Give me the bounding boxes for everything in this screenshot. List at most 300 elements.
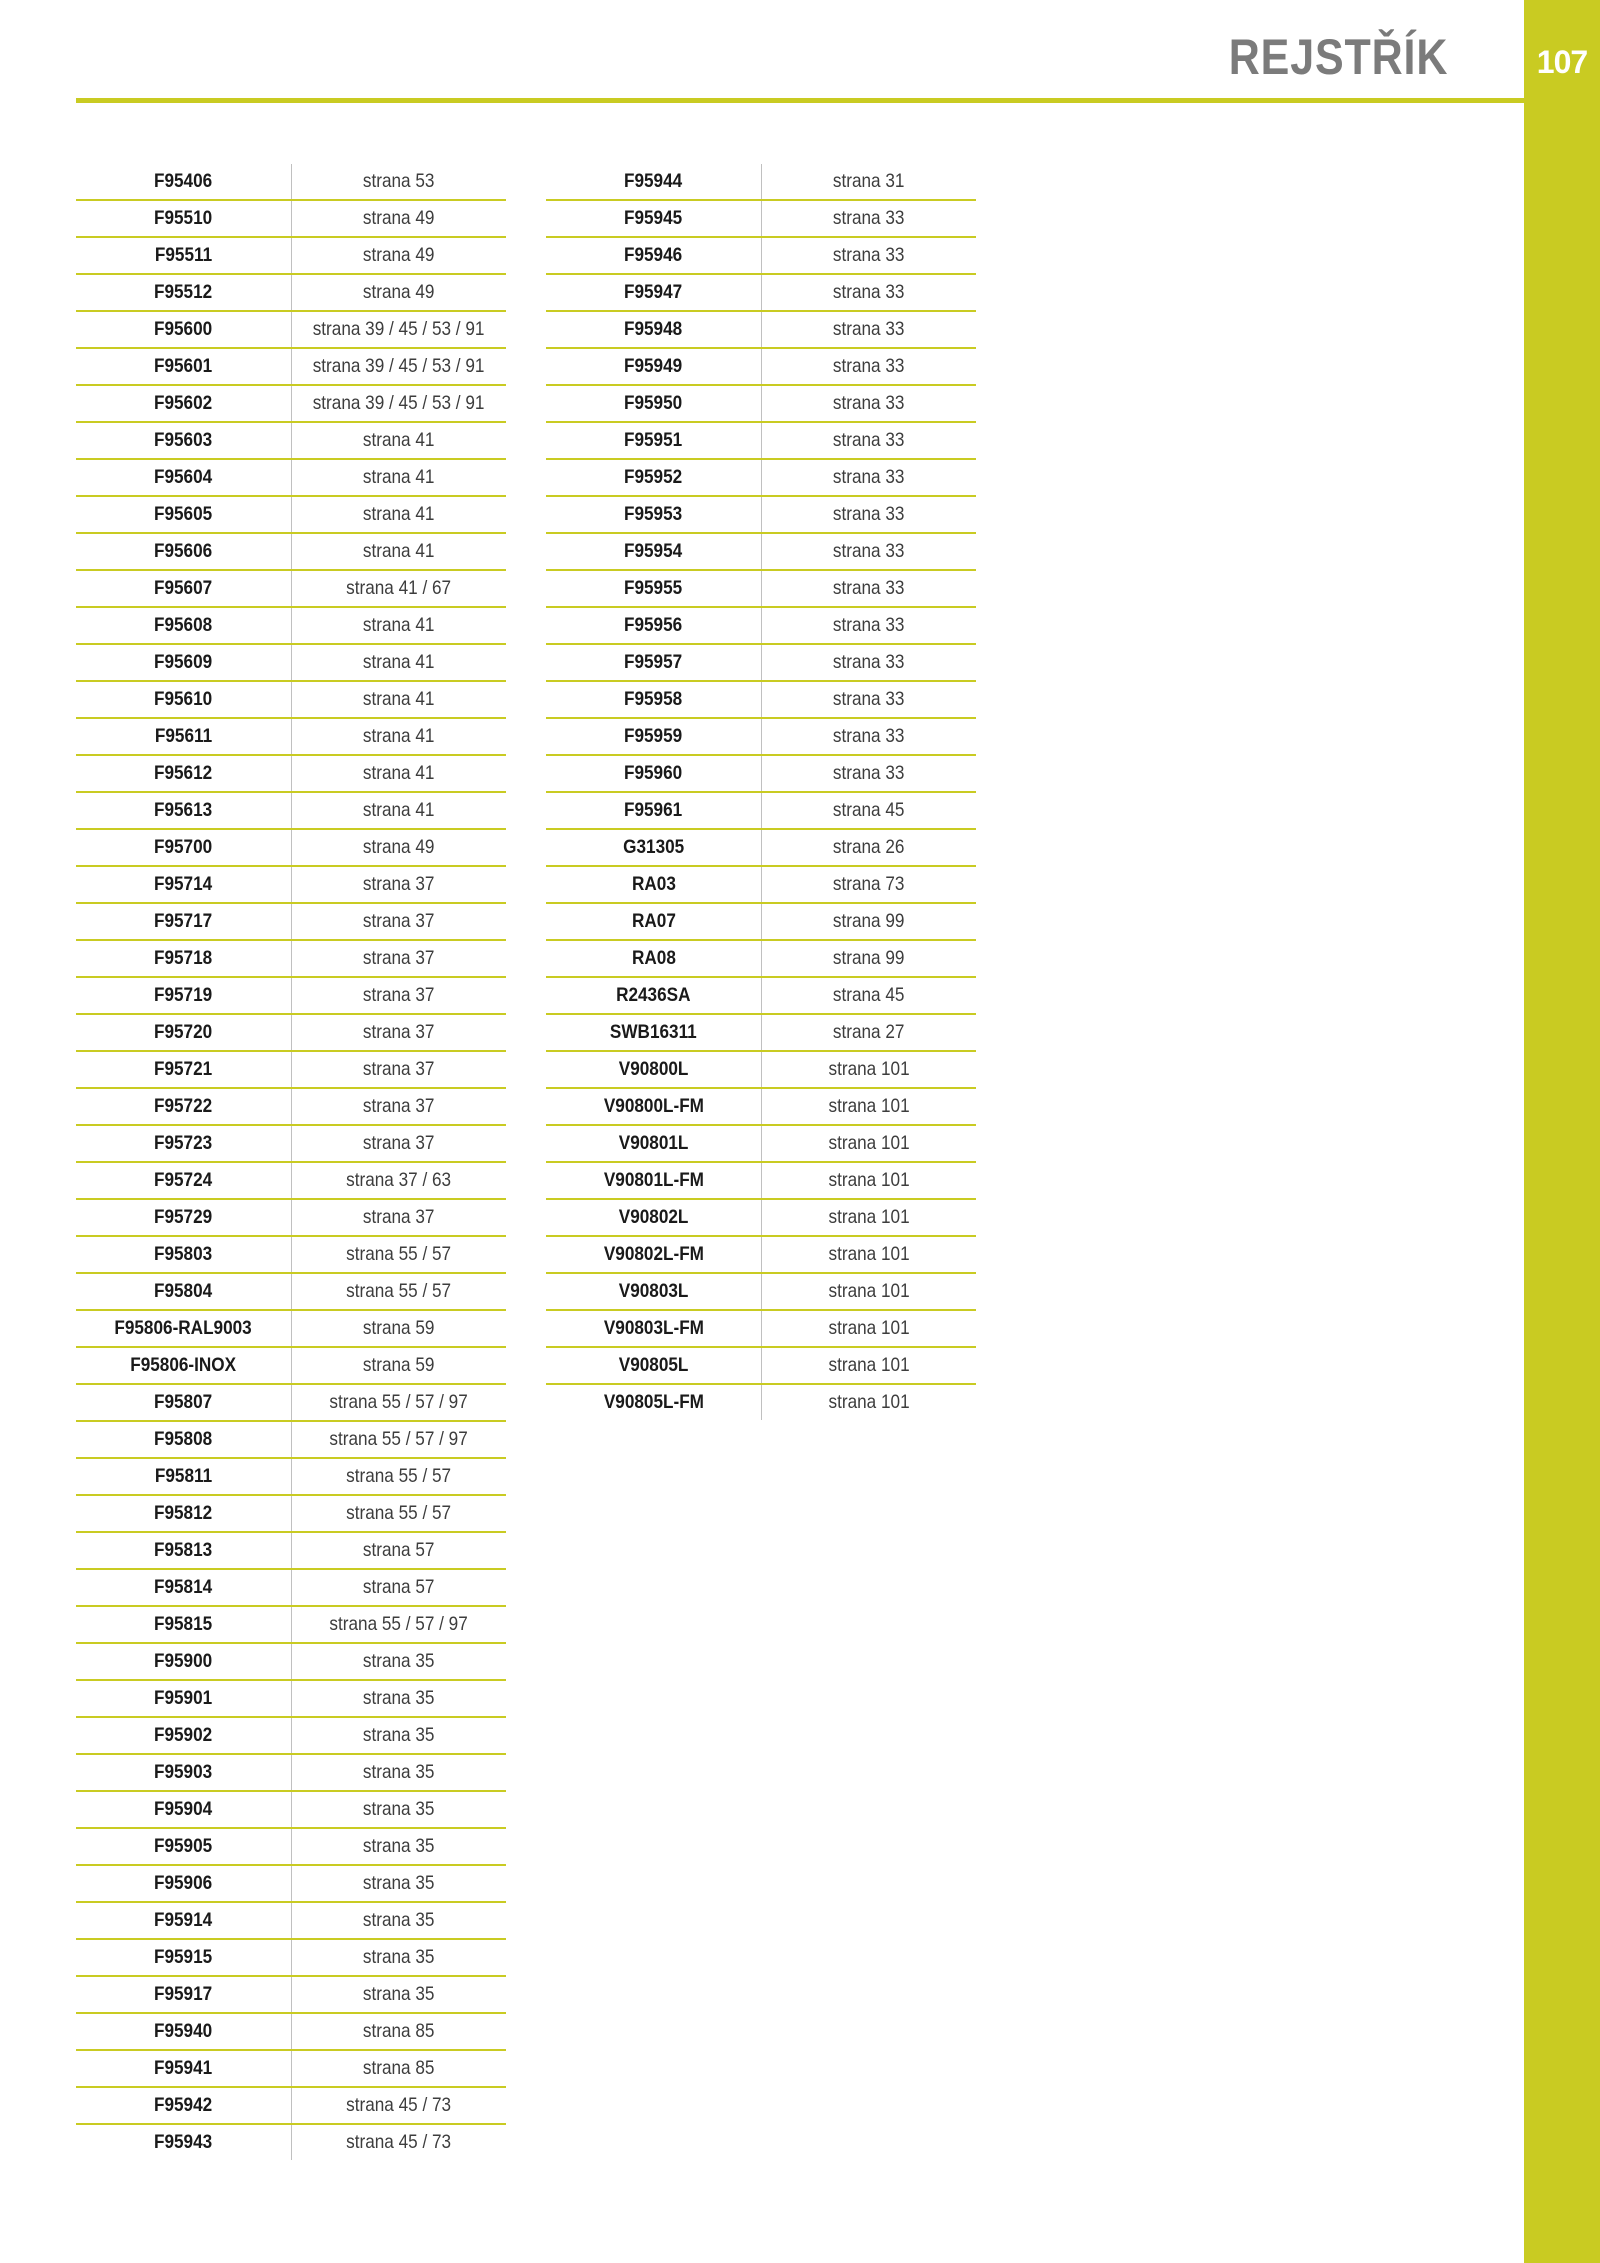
page-reference-cell: [762, 1162, 977, 1199]
product-code: V90803L: [618, 1279, 689, 1302]
index-row: [76, 422, 506, 459]
page-reference: strana 45: [833, 798, 905, 821]
page-reference: strana 55 / 57 / 97: [329, 1612, 469, 1635]
index-row: [76, 1902, 506, 1939]
product-code-cell: [546, 164, 762, 200]
index-row: [546, 977, 976, 1014]
product-code: F95803: [154, 1242, 213, 1265]
page-reference-cell: [292, 644, 507, 681]
page-reference: strana 37: [363, 1057, 435, 1080]
page-reference-cell: [292, 1162, 507, 1199]
index-row: [76, 570, 506, 607]
product-code: F95815: [154, 1612, 213, 1635]
product-code-cell: [546, 607, 762, 644]
page-reference-cell: [762, 1273, 977, 1310]
product-code: F95608: [154, 613, 213, 636]
index-row: [546, 570, 976, 607]
index-row: [546, 1236, 976, 1273]
page-reference-cell: [292, 1643, 507, 1680]
page-reference-cell: [762, 1199, 977, 1236]
page-reference: strana 33: [833, 539, 905, 562]
page-reference: strana 45 / 73: [346, 2130, 452, 2153]
product-code: F95806-RAL9003: [114, 1316, 253, 1339]
product-code: F95941: [154, 2056, 213, 2079]
index-row: [76, 1680, 506, 1717]
product-code-cell: [76, 940, 292, 977]
product-code-cell: [76, 1569, 292, 1606]
index-row: [546, 903, 976, 940]
page-reference-cell: [292, 200, 507, 237]
index-row: [76, 1865, 506, 1902]
product-code-cell: [546, 200, 762, 237]
product-code: V90801L: [618, 1131, 689, 1154]
product-code: F95914: [154, 1908, 213, 1931]
product-code: F95960: [624, 761, 683, 784]
page-reference-cell: [762, 311, 977, 348]
page-reference-cell: [292, 1310, 507, 1347]
product-code-cell: [546, 829, 762, 866]
product-code: V90802L-FM: [603, 1242, 704, 1265]
index-row: [546, 1125, 976, 1162]
page-reference-cell: [292, 237, 507, 274]
index-row: [76, 459, 506, 496]
index-row: [76, 1273, 506, 1310]
page-reference-cell: [292, 1421, 507, 1458]
index-row: [76, 2050, 506, 2087]
product-code-cell: [546, 348, 762, 385]
page-reference-cell: [762, 1014, 977, 1051]
index-row: [546, 681, 976, 718]
page-reference-cell: [292, 164, 507, 200]
page-reference-cell: [762, 1384, 977, 1420]
index-row: [76, 1828, 506, 1865]
product-code-cell: [546, 1347, 762, 1384]
page-reference: strana 39 / 45 / 53 / 91: [313, 391, 485, 414]
index-row: [76, 1532, 506, 1569]
product-code: F95807: [154, 1390, 213, 1413]
product-code: V90800L: [618, 1057, 689, 1080]
page-reference-cell: [292, 1902, 507, 1939]
product-code-cell: [76, 422, 292, 459]
index-row: [76, 200, 506, 237]
product-code: F95806-INOX: [130, 1353, 237, 1376]
product-code-cell: [546, 1088, 762, 1125]
page-reference-cell: [762, 1088, 977, 1125]
product-code: F95954: [624, 539, 683, 562]
index-row: [76, 496, 506, 533]
page-reference: strana 41: [363, 687, 435, 710]
page-reference-cell: [292, 1569, 507, 1606]
page-reference-cell: [762, 607, 977, 644]
page-reference: strana 101: [828, 1242, 910, 1265]
product-code-cell: [546, 1273, 762, 1310]
product-code-cell: [76, 459, 292, 496]
page-reference: strana 35: [363, 1723, 435, 1746]
index-row: [76, 1606, 506, 1643]
page-reference-cell: [292, 1199, 507, 1236]
product-code: F95613: [154, 798, 213, 821]
page-reference: strana 55 / 57 / 97: [329, 1427, 469, 1450]
page-reference: strana 35: [363, 1760, 435, 1783]
page-reference: strana 99: [833, 909, 905, 932]
product-code-cell: [76, 1088, 292, 1125]
page-reference: strana 33: [833, 687, 905, 710]
index-row: [76, 1088, 506, 1125]
page-reference-cell: [292, 422, 507, 459]
index-row: [76, 1976, 506, 2013]
page-reference: strana 27: [833, 1020, 905, 1043]
product-code: F95813: [154, 1538, 213, 1561]
page-reference-cell: [292, 607, 507, 644]
page-reference: strana 41: [363, 613, 435, 636]
product-code-cell: [76, 1125, 292, 1162]
index-row: [546, 644, 976, 681]
page-reference: strana 45 / 73: [346, 2093, 452, 2116]
product-code-cell: [76, 1976, 292, 2013]
product-code: F95601: [154, 354, 213, 377]
page-reference: strana 101: [828, 1131, 910, 1154]
product-code: F95915: [154, 1945, 213, 1968]
page-reference: strana 73: [833, 872, 905, 895]
product-code-cell: [546, 755, 762, 792]
product-code: F95812: [154, 1501, 213, 1524]
product-code-cell: [546, 977, 762, 1014]
page-reference: strana 37: [363, 1094, 435, 1117]
page-reference: strana 101: [828, 1390, 910, 1413]
product-code: F95961: [624, 798, 683, 821]
product-code-cell: [76, 607, 292, 644]
page-reference-cell: [762, 459, 977, 496]
index-row: [76, 311, 506, 348]
product-code-cell: [546, 1014, 762, 1051]
page-reference-cell: [292, 1088, 507, 1125]
page-reference: strana 37: [363, 946, 435, 969]
product-code: F95940: [154, 2019, 213, 2042]
page-reference: strana 85: [363, 2056, 435, 2079]
page-title: REJSTŘÍK: [1228, 29, 1448, 85]
index-row: [546, 422, 976, 459]
index-row: [76, 1347, 506, 1384]
product-code-cell: [76, 385, 292, 422]
product-code: F95600: [154, 317, 213, 340]
page-reference: strana 35: [363, 1908, 435, 1931]
product-code-cell: [546, 718, 762, 755]
page-reference-cell: [292, 1680, 507, 1717]
index-row: [76, 1310, 506, 1347]
page-reference: strana 33: [833, 761, 905, 784]
page-reference-cell: [292, 459, 507, 496]
page-reference: strana 33: [833, 391, 905, 414]
page-reference: strana 49: [363, 835, 435, 858]
page-reference-cell: [762, 348, 977, 385]
page-reference: strana 41: [363, 428, 435, 451]
product-code: F95700: [154, 835, 213, 858]
index-row: [546, 1162, 976, 1199]
page-reference-cell: [292, 866, 507, 903]
index-row: [76, 237, 506, 274]
product-code-cell: [76, 533, 292, 570]
product-code-cell: [76, 1421, 292, 1458]
page-reference: strana 55 / 57: [346, 1242, 452, 1265]
page-reference: strana 101: [828, 1094, 910, 1117]
product-code-cell: [76, 1162, 292, 1199]
product-code-cell: [76, 903, 292, 940]
page-reference-cell: [762, 422, 977, 459]
page-reference-cell: [292, 1125, 507, 1162]
index-row: [546, 829, 976, 866]
page-reference: strana 49: [363, 243, 435, 266]
product-code: F95944: [624, 169, 683, 192]
page-reference-cell: [292, 940, 507, 977]
product-code-cell: [76, 1791, 292, 1828]
product-code: F95721: [154, 1057, 213, 1080]
page-reference: strana 101: [828, 1279, 910, 1302]
page-reference-cell: [292, 311, 507, 348]
index-row: [76, 2124, 506, 2160]
product-code-cell: [546, 866, 762, 903]
product-code: V90803L-FM: [603, 1316, 704, 1339]
page-reference: strana 101: [828, 1057, 910, 1080]
product-code-cell: [546, 311, 762, 348]
page-reference: strana 49: [363, 206, 435, 229]
product-code-cell: [76, 718, 292, 755]
product-code: F95917: [154, 1982, 213, 2005]
product-code: F95605: [154, 502, 213, 525]
page-reference: strana 55 / 57: [346, 1501, 452, 1524]
product-code: F95902: [154, 1723, 213, 1746]
page-reference-cell: [762, 1310, 977, 1347]
page-reference-cell: [292, 348, 507, 385]
index-row: [76, 2087, 506, 2124]
page-reference-cell: [292, 1754, 507, 1791]
page-reference: strana 35: [363, 1649, 435, 1672]
product-code-cell: [546, 940, 762, 977]
product-code-cell: [546, 681, 762, 718]
page-reference-cell: [762, 718, 977, 755]
product-code: V90801L-FM: [603, 1168, 704, 1191]
index-row: [546, 459, 976, 496]
index-row: [76, 164, 506, 200]
page-reference: strana 35: [363, 1945, 435, 1968]
product-code: V90805L-FM: [603, 1390, 704, 1413]
page-reference-cell: [292, 496, 507, 533]
page-reference: strana 33: [833, 502, 905, 525]
page-reference-cell: [292, 1273, 507, 1310]
page-reference-cell: [762, 385, 977, 422]
page-reference: strana 33: [833, 206, 905, 229]
product-code: F95900: [154, 1649, 213, 1672]
product-code-cell: [76, 1643, 292, 1680]
page-reference: strana 57: [363, 1538, 435, 1561]
index-row: [76, 866, 506, 903]
product-code-cell: [76, 200, 292, 237]
index-row: [76, 385, 506, 422]
product-code: F95719: [154, 983, 213, 1006]
product-code-cell: [546, 1236, 762, 1273]
page-reference-cell: [762, 1125, 977, 1162]
product-code: F95949: [624, 354, 683, 377]
product-code: F95956: [624, 613, 683, 636]
product-code-cell: [546, 533, 762, 570]
product-code: F95724: [154, 1168, 213, 1191]
index-row: [76, 1569, 506, 1606]
product-code-cell: [546, 1051, 762, 1088]
page-reference-cell: [762, 829, 977, 866]
product-code: F95720: [154, 1020, 213, 1043]
index-row: [76, 274, 506, 311]
page-reference: strana 37: [363, 1131, 435, 1154]
header-rule: [76, 98, 1524, 103]
index-row: [546, 1199, 976, 1236]
index-row: [546, 533, 976, 570]
page-reference: strana 39 / 45 / 53 / 91: [313, 317, 485, 340]
product-code-cell: [546, 274, 762, 311]
page-reference: strana 37: [363, 1205, 435, 1228]
index-row: [546, 1384, 976, 1420]
product-code: F95611: [154, 724, 213, 747]
page-reference-cell: [292, 1495, 507, 1532]
index-row: [76, 829, 506, 866]
index-row: [546, 866, 976, 903]
page-reference: strana 41: [363, 798, 435, 821]
product-code-cell: [546, 385, 762, 422]
index-row: [546, 607, 976, 644]
product-code: F95955: [624, 576, 683, 599]
page-reference: strana 101: [828, 1205, 910, 1228]
product-code-cell: [76, 1310, 292, 1347]
product-code: RA07: [631, 909, 676, 932]
index-row: [76, 718, 506, 755]
index-row: [76, 1236, 506, 1273]
product-code-cell: [76, 164, 292, 200]
product-code-cell: [76, 1051, 292, 1088]
index-column-right: [546, 164, 976, 1420]
page-reference: strana 37 / 63: [346, 1168, 452, 1191]
product-code: RA03: [631, 872, 676, 895]
product-code-cell: [76, 1458, 292, 1495]
product-code-cell: [546, 237, 762, 274]
page-reference-cell: [292, 2013, 507, 2050]
product-code-cell: [76, 1680, 292, 1717]
index-row: [546, 164, 976, 200]
product-code-cell: [76, 644, 292, 681]
index-row: [76, 1643, 506, 1680]
page-reference-cell: [292, 792, 507, 829]
product-code-cell: [76, 1902, 292, 1939]
product-code: F95603: [154, 428, 213, 451]
product-code: V90800L-FM: [603, 1094, 704, 1117]
index-row: [546, 718, 976, 755]
product-code-cell: [546, 496, 762, 533]
page-reference: strana 59: [363, 1316, 435, 1339]
product-code-cell: [76, 1014, 292, 1051]
page-reference: strana 37: [363, 909, 435, 932]
product-code-cell: [76, 1273, 292, 1310]
index-row: [546, 1051, 976, 1088]
page-reference: strana 33: [833, 317, 905, 340]
page-reference-cell: [762, 200, 977, 237]
page-reference-cell: [292, 385, 507, 422]
index-row: [76, 1384, 506, 1421]
page-reference: strana 33: [833, 650, 905, 673]
page-reference: strana 41: [363, 502, 435, 525]
product-code-cell: [546, 1310, 762, 1347]
product-code: F95957: [624, 650, 683, 673]
page-reference: strana 55 / 57: [346, 1464, 452, 1487]
page-reference-cell: [292, 1791, 507, 1828]
index-row: [76, 940, 506, 977]
page-reference: strana 41: [363, 539, 435, 562]
index-column-left: [76, 164, 506, 2160]
page-reference-cell: [762, 903, 977, 940]
product-code-cell: [76, 1606, 292, 1643]
page-reference-cell: [292, 1014, 507, 1051]
page-reference-cell: [292, 1865, 507, 1902]
page-reference: strana 101: [828, 1168, 910, 1191]
page-reference: strana 35: [363, 1871, 435, 1894]
page-reference: strana 37: [363, 1020, 435, 1043]
product-code: F95958: [624, 687, 683, 710]
page-reference: strana 41: [363, 724, 435, 747]
page-reference-cell: [292, 1458, 507, 1495]
page-reference: strana 59: [363, 1353, 435, 1376]
product-code-cell: [76, 866, 292, 903]
index-row: [76, 644, 506, 681]
product-code-cell: [546, 1199, 762, 1236]
page-reference-cell: [762, 755, 977, 792]
product-code: V90802L: [618, 1205, 689, 1228]
product-code: F95606: [154, 539, 213, 562]
product-code: F95953: [624, 502, 683, 525]
product-code: F95946: [624, 243, 683, 266]
accent-sidebar: [1524, 0, 1600, 2263]
product-code-cell: [76, 1495, 292, 1532]
page-reference: strana 41: [363, 465, 435, 488]
index-row: [76, 1717, 506, 1754]
index-row: [546, 1347, 976, 1384]
product-code: F95906: [154, 1871, 213, 1894]
index-row: [76, 1199, 506, 1236]
product-code-cell: [546, 903, 762, 940]
page-reference: strana 57: [363, 1575, 435, 1598]
index-row: [76, 1421, 506, 1458]
product-code: F95901: [154, 1686, 213, 1709]
index-row: [546, 385, 976, 422]
product-code: F95952: [624, 465, 683, 488]
page-reference-cell: [762, 237, 977, 274]
product-code: SWB16311: [610, 1020, 697, 1043]
product-code-cell: [76, 1236, 292, 1273]
page-reference-cell: [292, 1976, 507, 2013]
index-row: [76, 1754, 506, 1791]
page-reference: strana 26: [833, 835, 905, 858]
page-reference: strana 33: [833, 613, 905, 636]
product-code: F95718: [154, 946, 213, 969]
page-reference-cell: [762, 533, 977, 570]
product-code: V90805L: [618, 1353, 689, 1376]
product-code-cell: [546, 1125, 762, 1162]
page-reference: strana 85: [363, 2019, 435, 2042]
index-row: [76, 1495, 506, 1532]
index-row: [76, 348, 506, 385]
page-reference-cell: [292, 1717, 507, 1754]
page-reference-cell: [292, 274, 507, 311]
product-code-cell: [546, 1384, 762, 1420]
product-code: F95723: [154, 1131, 213, 1154]
index-row: [546, 348, 976, 385]
index-row: [76, 1939, 506, 1976]
page-reference: strana 33: [833, 576, 905, 599]
